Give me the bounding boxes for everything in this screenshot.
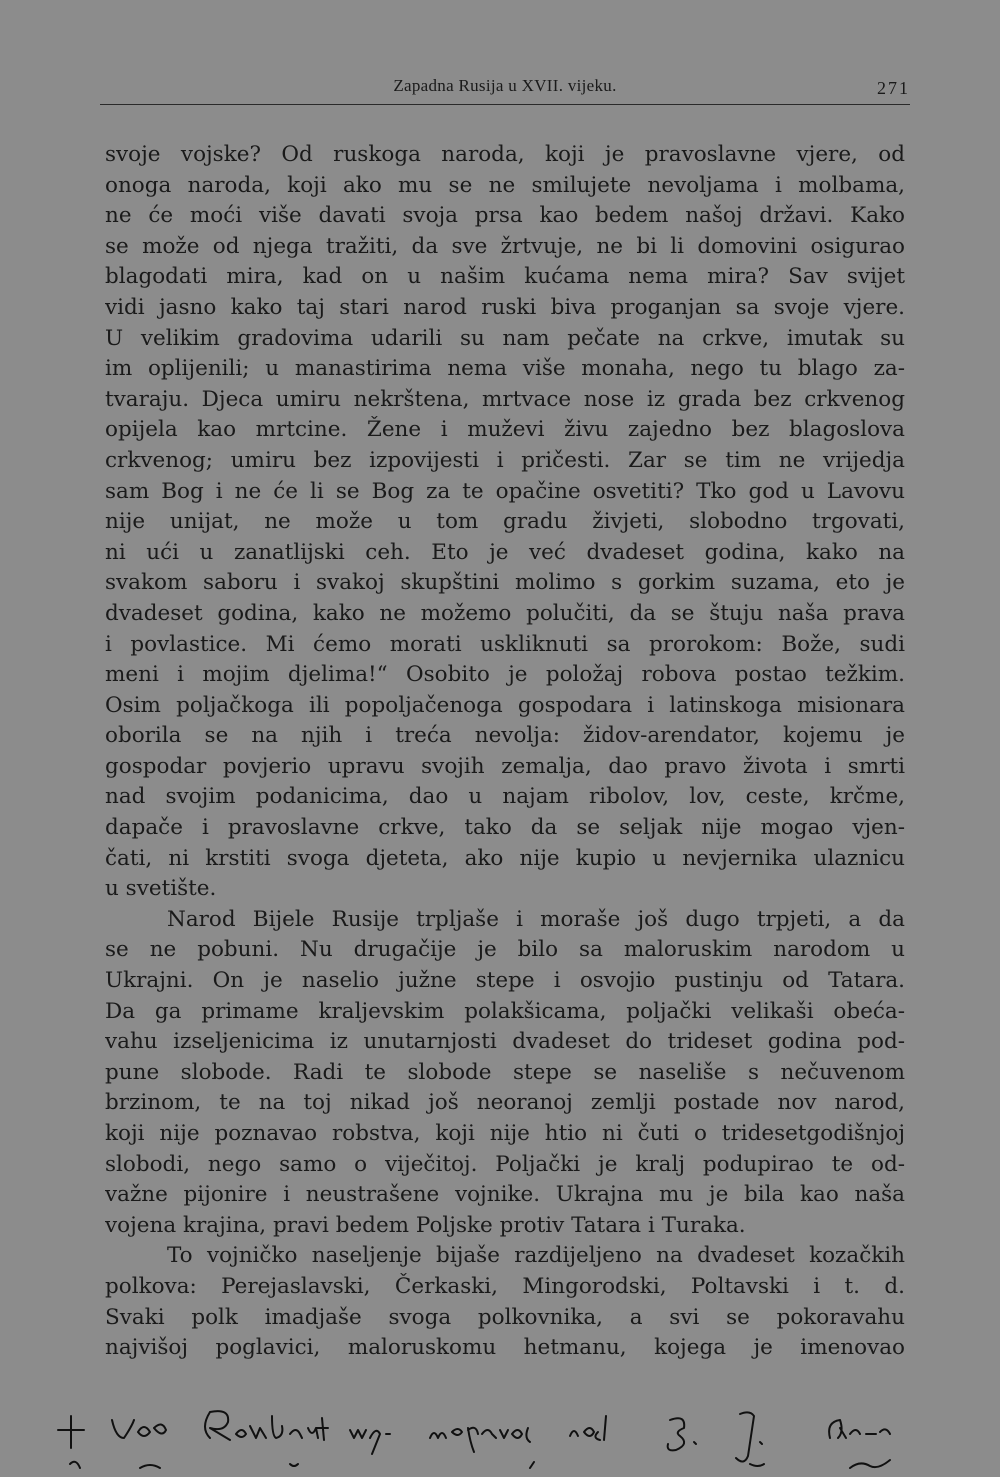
- text-line: najvišoj poglavici, maloruskomu hetmanu, kojega je imenovao: [105, 1335, 905, 1361]
- text-line: meni i mojim djelima!“ Osobito je položaj robova postao težkim.: [105, 662, 905, 688]
- text-line: nije unijat, ne može u tom gradu živjeti, slobodno trgovati,: [105, 509, 905, 535]
- text-line: brzinom, te na toj nikad još neoranoj zemlji postade nov narod,: [105, 1090, 905, 1116]
- handwritten-note: [50, 1398, 980, 1477]
- text-line: u svetište.: [105, 876, 217, 902]
- text-line: onoga naroda, koji ako mu se ne smilujete nevoljama i molbama,: [105, 172, 905, 198]
- text-line: gospodar povjerio upravu svojih zemalja, dao pravo života i smrti: [105, 753, 905, 779]
- handwritten-note-drawing: [50, 1398, 980, 1477]
- text-line: To vojničko naseljenje bijaše razdijeljeno na dvadeset kozačkih: [167, 1243, 905, 1269]
- text-line: se ne pobuni. Nu drugačije je bilo sa maloruskim narodom u: [105, 937, 905, 963]
- text-line: blagodati mira, kad on u našim kućama nema mira? Sav svijet: [105, 264, 905, 290]
- text-line: ne će moći više davati svoja prsa kao bedem našoj državi. Kako: [105, 203, 905, 229]
- page-number: 271: [877, 78, 910, 98]
- text-line: pune slobode. Radi te slobode stepe se naseliše s nečuvenom: [105, 1059, 905, 1085]
- text-line: im oplijenili; u manastirima nema više monaha, nego tu blago za-: [105, 356, 905, 382]
- text-line: Da ga primame kraljevskim polakšicama, poljački velikaši obeća-: [105, 998, 905, 1024]
- text-line: tvaraju. Djeca umiru nekrštena, mrtvace nose iz grada bez crkvenog: [105, 386, 905, 412]
- text-line: vahu izseljenicima iz unutarnjosti dvadeset do trideset godina pod-: [105, 1029, 905, 1055]
- text-line: vojena krajina, pravi bedem Poljske protiv Tatara i Turaka.: [105, 1212, 746, 1238]
- text-line: Narod Bijele Rusije trpljaše i moraše još dugo trpjeti, a da: [167, 906, 905, 932]
- text-line: crkvenog; umiru bez izpovijesti i pričesti. Zar se tim ne vrijedja: [105, 447, 905, 473]
- text-line-split: sam Bog i ne će li se Bog za te opačine osvetiti? Tko god u Lavovu: [105, 478, 905, 504]
- text-line: dvadeset godina, kako ne možemo polučiti, da se štuju naša prava: [105, 600, 905, 626]
- text-line: slobodi, nego samo o viječitoj. Poljački je kralj podupirao te od-: [105, 1151, 905, 1177]
- text-line: svoje vojske? Od ruskoga naroda, koji je pravoslavne vjere, od: [105, 142, 905, 167]
- text-line: polkova: Perejaslavski, Čerkaski, Mingorodski, Poltavski i t. d.: [105, 1273, 905, 1299]
- text-line: i povlastice. Mi ćemo morati uskliknuti sa prorokom: Bože, sudi: [105, 631, 905, 657]
- text-line: čati, ni krstiti svoga djeteta, ako nije kupio u nevjernika ulaznicu: [105, 845, 905, 871]
- text-line: se može od njega tražiti, da sve žrtvuje, ne bi li domovini osigurao: [105, 233, 905, 259]
- text-line: koji nije poznavao robstva, koji nije htio ni čuti o tridesetgodišnjoj: [105, 1121, 905, 1146]
- text-line: svakom saboru i svakoj skupštini molimo s gorkim suzama, eto je: [105, 570, 905, 596]
- text-line: opijela kao mrtcine. Žene i muževi živu zajedno bez blagoslova: [105, 417, 905, 443]
- text-line: nad svojim podanicima, dao u najam ribolov, lov, ceste, krčme,: [105, 784, 905, 810]
- running-title: Zapadna Rusija u XVII. vijeku.: [393, 76, 617, 95]
- text-line: Svaki polk imadjaše svoga polkovnika, a svi se pokoravahu: [105, 1304, 905, 1330]
- header-rule: [100, 104, 910, 105]
- text-line: ni ući u zanatlijski ceh. Eto je već dvadeset godina, kako na: [105, 539, 905, 565]
- text-line: Osim poljačkoga ili popoljačenoga gospodara i latinskoga misionara: [105, 692, 905, 718]
- text-line: oborila se na njih i treća nevolja: židov-arendator, kojemu je: [105, 723, 905, 749]
- text-line: vidi jasno kako taj stari narod ruski biva proganjan sa svoje vjere.: [105, 294, 905, 320]
- text-line: U velikim gradovima udarili su nam pečate na crkve, imutak su: [105, 325, 905, 351]
- text-line: Ukrajni. On je naselio južne stepe i osvojio pustinju od Tatara.: [105, 968, 905, 994]
- text-line: dapače i pravoslavne crkve, tako da se seljak nije mogao vjen-: [105, 815, 905, 841]
- page-header: [100, 72, 910, 102]
- body-text: [105, 140, 905, 1364]
- text-line: važne pijonire i neustrašene vojnike. Ukrajna mu je bila kao naša: [105, 1182, 905, 1208]
